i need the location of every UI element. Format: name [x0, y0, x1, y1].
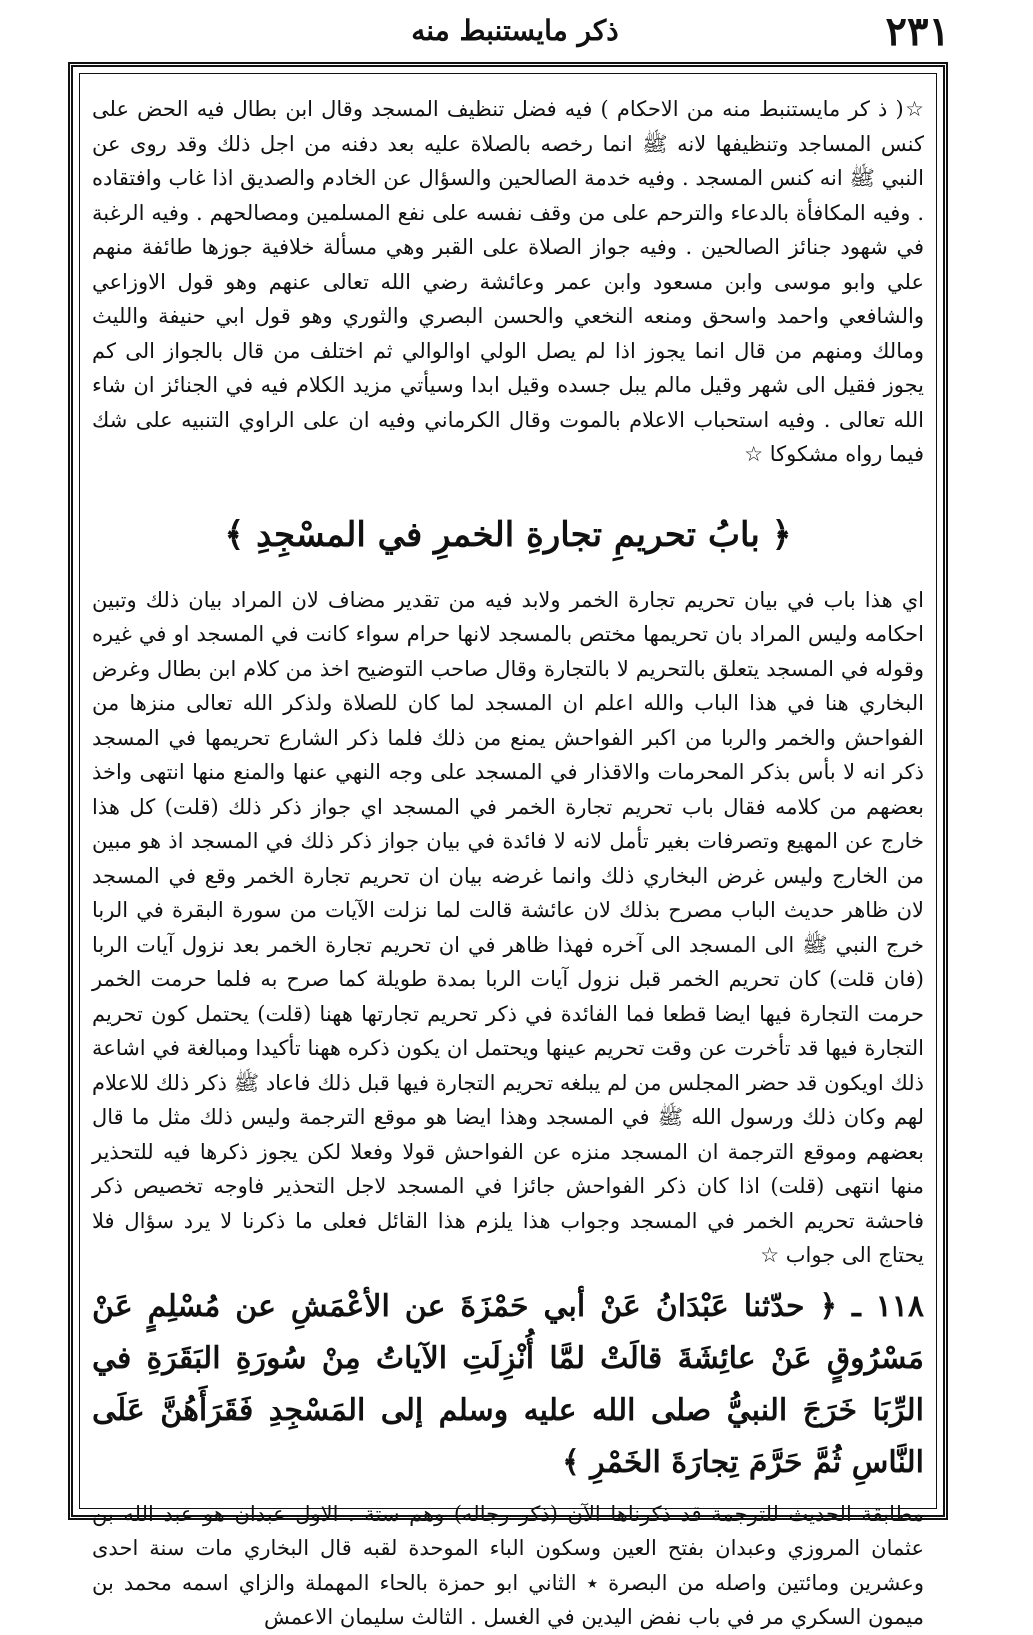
intro-paragraph: ☆( ذ كر مايستنبط منه من الاحكام ) فيه فضل تنظيف المسجد وقال ابن بطال فيه الحض على كنس المساجد وتنظيفها لانه ﷺ انما رخصه بالصلاة عليه بعد دفنه من اجل ذلك وقد روى عن النبي ﷺ انه كنس المسجد . وفيه خدمة الصالحين والسؤال عن الخادم والصديق اذا غاب وافتقاده . وفيه المكافأة بالدعاء والترحم على من وقف نفسه على نفع المسلمين ومصالحهم . وفيه الرغبة في شهود جنائز الصالحين . وفيه جواز الصلاة على القبر وهي مسألة خلافية جوزها طائفة منهم علي وابو موسى وابن مسعود وابن عمر وعائشة رضي الله تعالى عنهم وهو قول الاوزاعي والشافعي واحمد واسحق ومنعه النخعي والحسن البصري والثوري وهو قول ابي حنيفة والليث ومالك ومنهم من قال انما يجوز اذا لم يصل الولي اوالوالي ثم اختلف من قال بالجواز الى كم يجوز فقيل الى شهر وقيل مالم يبل جسده وقيل ابدا وسيأتي مزيد الكلام فيه في الجنائز ان شاء الله تعالى . وفيه استحباب الاعلام بالموت وقال الكرماني وفيه ان على الراوي التنبيه على شك فيما رواه مشكوكا ☆ — [92, 97, 924, 466]
main-paragraph: اي هذا باب في بيان تحريم تجارة الخمر ولابد فيه من تقدير مضاف لان المراد بيان ذلك وتبين احكامه وليس المراد بان تحريمها مختص بالمسجد لانها حرام سواء كانت في المسجد او في غيره وقوله في المسجد يتعلق بالتحريم لا بالتجارة وقال صاحب التوضيح اخذ من كلام ابن بطال وغرض البخاري هنا في هذا الباب والله اعلم ان المسجد لما كان للصلاة ولذكر الله تعالى منزها من الفواحش والخمر والربا من اكبر الفواحش يمنع من ذلك فلما ذكر الشارع تحريمها في المسجد ذكر انه لا بأس بذكر المحرمات والاقذار في المسجد على وجه النهي عنها والمنع منها انتهى واخذ بعضهم من كلامه فقال باب تحريم تجارة الخمر في المسجد اي جواز ذكر ذلك (قلت) كل هذا خارج عن المهيع وتصرفات بغير تأمل لانه لا فائدة في بيان جواز ذكر ذلك في المسجد اذ هو مبين من الخارج وليس غرض البخاري ذلك وانما غرضه بيان ان تحريم تجارة الخمر وقع في المسجد لان ظاهر حديث الباب مصرح بذلك لان عائشة قالت لما نزلت الآيات من سورة البقرة في الربا خرج النبي ﷺ الى المسجد الى آخره فهذا ظاهر في ان تحريم تجارة الخمر بعد نزول آيات الربا (فان قلت) كان تحريم الخمر قبل نزول آيات الربا بمدة طويلة كما صرح به فلما حرمت الخمر حرمت التجارة فيها ايضا قطعا فما الفائدة في ذكر تحريم تجارتها ههنا (قلت) يحتمل كون تحريم التجارة فيها قد تأخرت عن وقت تحريم عينها ويحتمل ان يكون ذكره ههنا تأكيدا ومبالغة في اشاعة ذلك اويكون قد حضر المجلس من لم يبلغه تحريم التجارة فيها قبل ذلك فاعاد ﷺ ذكر ذلك للاعلام لهم وكان ذلك ورسول الله ﷺ في المسجد وهذا ايضا هو موقع الترجمة وليس ذلك مثل ما قال بعضهم وموقع الترجمة ان المسجد منزه عن الفواحش قولا وفعلا لكن يجوز ذكرها فيه للتحذير منها انتهى (قلت) اذا كان ذكر الفواحش جائزا في المسجد لاجل التحذير فاوجه تخصيص ذكر فاحشة تحريم الخمر في المسجد وجواب هذا يلزم هذا القائل فعلى ما ذكرنا لا يرد سؤال فلا يحتاج الى جواب ☆ — [92, 587, 925, 1267]
page-content — [92, 92, 924, 1635]
page-number: ٢٣١ — [885, 8, 950, 55]
page-header — [70, 8, 960, 56]
hadith-text: ١١٨ ـ ﴿ حدّثنا عَبْدَانُ عَنْ أبي حَمْزَةَ عن الأعْمَشِ عن مُسْلِمٍ عَنْ مَسْرُوقٍ عَنْ عائِشَةَ قالَتْ لمَّا أُنْزِلَتِ الآياتُ مِنْ سُورَةِ البَقَرَةِ في الرِّبَا خَرَجَ النبيُّ صلى الله عليه وسلم إلى المَسْجِدِ فَقَرَأَهُنَّ عَلَى النَّاسِ ثُمَّ حَرَّمَ تِجارَةَ الخَمْرِ ﴾ — [92, 1288, 924, 1480]
final-paragraph: مطابقة الحديث للترجمة قد ذكرناها الآن (ذكر رجاله) وهم ستة . الاول عبدان هو عبد الله بن عثمان المروزي وعبدان بفتح العين وسكون الباء الموحدة لقبه قال البخاري مات سنة احدى وعشرين ومائتين واصله من البصرة ٭ الثاني ابو حمزة بالحاء المهملة والزاي اسمه محمد بن ميمون السكري مر في باب نفض اليدين في الغسل . الثالث سليمان الاعمش — [92, 1501, 924, 1629]
chapter-title: ﴿ بابُ تحريمِ تجارةِ الخمرِ في المسْجِدِ ﴾ — [224, 514, 792, 555]
running-title: ذكر مايستنبط منه — [411, 14, 619, 47]
